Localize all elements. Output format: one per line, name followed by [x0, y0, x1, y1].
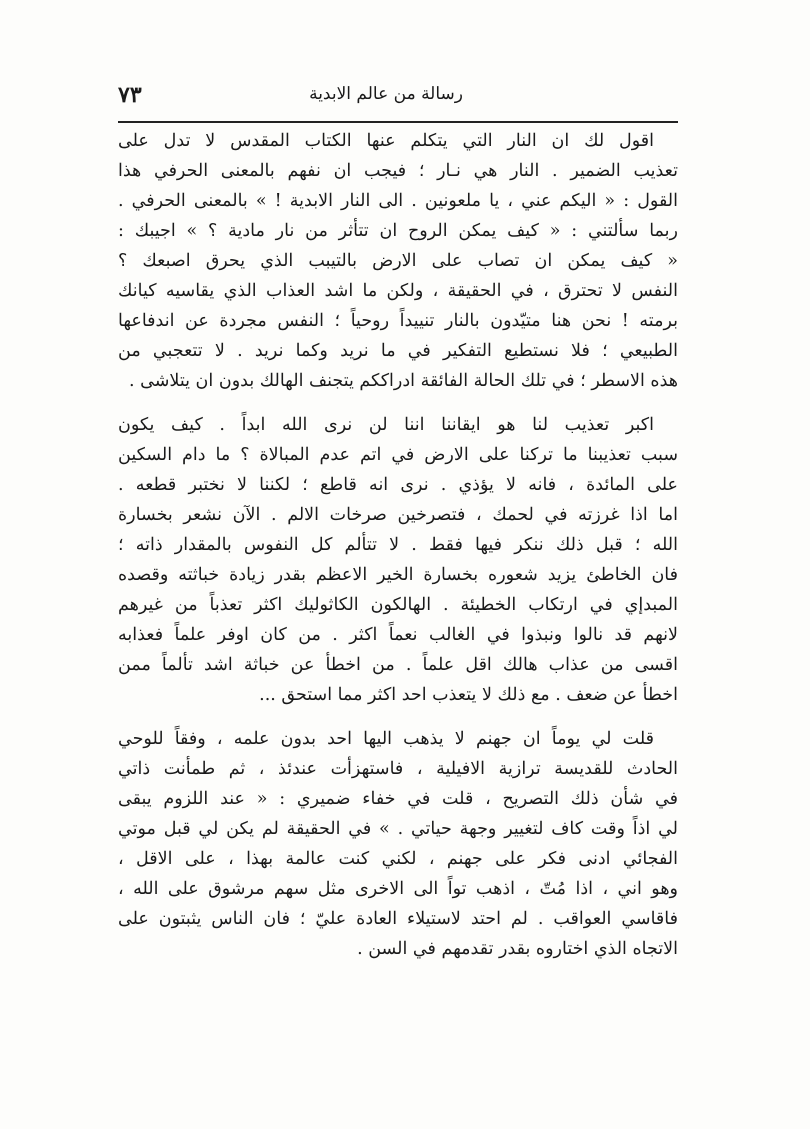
text-line: تعذيب الضمير . النار هي نـار ؛ فيجب ان نفهم بالمعنى الحرفي هذا	[118, 161, 678, 181]
text-line: النفس لا تحترق ، في الحقيقة ، ولكن ما اشد العذاب الذي يقاسيه كيانك	[118, 281, 678, 301]
text-line: ربما سألتني : « كيف يمكن الروح ان تتأثر من نار مادية ؟ » اجيبك :	[118, 221, 678, 241]
text-line: في شأن ذلك التصريح ، قلت في خفاء ضميري : « عند اللزوم يبقى	[118, 789, 678, 809]
text-line: فاقاسي العواقب . لم احتد لاستيلاء العادة عليّ ؛ فان الناس يثبتون على	[118, 909, 678, 929]
text-line: هذه الاسطر ؛ في تلك الحالة الفائقة ادراككم يتجنف الهالك بدون ان يتلاشى .	[129, 371, 678, 391]
text-line: القول : « اليكم عني ، يا ملعونين . الى النار الابدية ! » بالمعنى الحرفي .	[118, 191, 678, 211]
text-line: الفجائي ادنى فكر على جهنم ، لكني كنت عالمة بهذا ، على الاقل ،	[118, 849, 678, 869]
text-line: « كيف يمكن ان تصاب على الارض بالتيبب الذي يحرق اصبعك ؟	[118, 251, 678, 271]
paragraph-1	[118, 126, 678, 396]
text-line: لي اذاً وقت كاف لتغيير وجهة حياتي . » في الحقيقة لم يكن لي قبل موتي	[118, 819, 678, 839]
paragraph-3	[118, 724, 678, 964]
page-number: ٧٣	[118, 82, 142, 108]
paragraph-2	[118, 410, 678, 710]
text-line: اكبر تعذيب لنا هو ايقاننا اننا لن نرى الله ابداً . كيف يكون	[118, 415, 654, 435]
running-title: رسالة من عالم الابدية	[309, 84, 463, 104]
text-line: اما اذا غرزته في لحمك ، فتصرخين صرخات الالم . الآن نشعر بخسارة	[118, 505, 678, 525]
text-line: الاتجاه الذي اختاروه بقدر تقدمهم في السن .	[357, 939, 678, 959]
text-line: المبدإي في ارتكاب الخطيئة . الهالكون الكاثوليك اكثر تعذباً من غيرهم	[118, 595, 678, 615]
text-line: برمته ! نحن هنا متيّدون بالنار تنييداً روحياً ؛ النفس مجردة عن اندفاعها	[118, 311, 678, 331]
text-line: الطبيعي ؛ فلا نستطيع التفكير في ما نريد وكما نريد . لا تتعجبي من	[118, 341, 678, 361]
text-line: على المائدة ، فانه لا يؤذي . نرى انه قاطع ؛ لكننا لا نختبر قطعه .	[118, 475, 678, 495]
text-line: وهو اني ، اذا مُتّ ، اذهب تواً الى الاخرى مثل سهم مرشوق على الله ،	[118, 879, 678, 899]
header-rule	[118, 121, 678, 123]
text-line: اخطأ عن ضعف . مع ذلك لا يتعذب احد اكثر مما استحق ...	[259, 685, 678, 705]
text-line: الحادث للقديسة ترازية الافيلية ، فاستهزأت عندئذ ، ثم طمأنت ذاتي	[118, 759, 678, 779]
text-line: سبب تعذيبنا ما تركنا على الارض في اتم عدم المبالاة ؟ ما دام السكين	[118, 445, 678, 465]
text-line: اقسى من عذاب هالك اقل علماً . من اخطأ عن خباثة اشد تألماً ممن	[118, 655, 678, 675]
text-line: فان الخاطئ يزيد شعوره بخسارة الخير الاعظم بقدر زيادة خباثته وقصده	[118, 565, 678, 585]
text-line: الله ؛ قبل ذلك ننكر فيها فقط . لا تتألم كل النفوس بالمقدار ذاته ؛	[118, 535, 678, 555]
body-text	[118, 126, 678, 964]
text-line: اقول لك ان النار التي يتكلم عنها الكتاب المقدس لا تدل على	[118, 131, 654, 151]
text-line: لانهم قد نالوا ونبذوا في الغالب نعماً اكثر . من كان اوفر علماً فعذابه	[118, 625, 678, 645]
text-line: قلت لي يوماً ان جهنم لا يذهب اليها احد بدون علمه ، وفقاً للوحي	[118, 729, 654, 749]
page-header	[118, 82, 678, 118]
